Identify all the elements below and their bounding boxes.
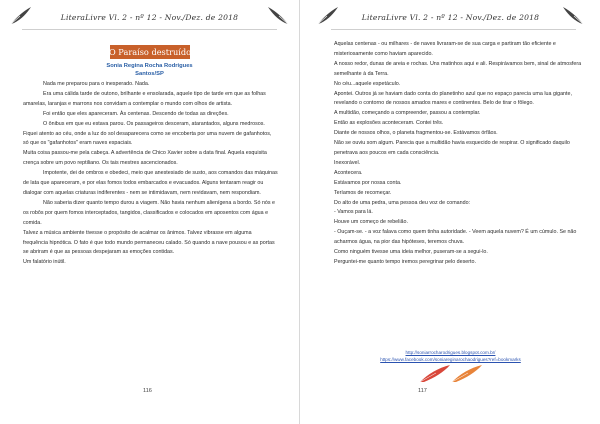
paragraph: Do alto de uma pedra, uma pessoa deu voz de comando: (334, 199, 471, 206)
paragraph: Apontei. Outros já se haviam dado conta do planetinho azul que no espaço parecia uma lua gigante, revelando o contorno de nossos amados mares e continentes. Belo de tirar o fôlego. (334, 90, 572, 107)
paragraph: O ônibus em que eu estava parou. Os passageiros desceram, atarantados, alguns medrosos. (43, 120, 265, 127)
article-author (0, 62, 299, 78)
paragraph: Fiquei atento ao céu, onde a luz do sol desaparecera como se encoberta por uma nuvem de gafanhotos, só que os "gafanhotos" eram naves espaciais. (23, 130, 272, 147)
paragraph: Não se ouviu som algum. Parecia que a multidão havia esquecido de respirar. O significado daquilo penetrava aos poucos em cada consciência. (334, 140, 570, 156)
paragraph: - Ouçam-se. - a voz falava como quem tinha autoridade. - Veem aquela nuvem? É um cúmulo. Se não acharmos água, na pior das hipóteses, teremos chuva. (334, 229, 577, 246)
article-body-right (334, 40, 584, 268)
paragraph: Muita coisa passou-me pela cabeça. A advertência de Chico Xavier sobre a data final. Aquela esquisita crença sobre um povo reptiliano. Os tais mestres ascencionados. (23, 150, 267, 167)
right-page (301, 0, 600, 424)
article-title-box (110, 45, 190, 59)
paragraph: A nosso redor, dunas de areia e rochas. Uns matinhos aqui e ali. Respirávamos bem, sinal de atmosfera semelhante à da Terra. (334, 60, 582, 77)
article-title: O Paraíso destruído (108, 47, 192, 57)
paragraph: - Vamos para lá. (334, 209, 373, 216)
running-header-text: LiteraLivre Vl. 2 - nº 12 - Nov./Dez. de 2018 (361, 12, 540, 22)
paragraph: No céu...aquele espetáculo. (334, 80, 401, 87)
running-header-text: LiteraLivre Vl. 2 - nº 12 - Nov./Dez. de 2018 (60, 12, 239, 22)
paragraph: Estávamos por nossa conta. (334, 179, 402, 186)
paragraph: Nada me preparou para o inesperado. Nada. (43, 81, 150, 87)
header-divider (22, 29, 277, 30)
author-city: Santos/SP (135, 71, 164, 77)
paragraph: A multidão, começando a compreender, passou a contemplar. (334, 110, 481, 117)
page-number: 116 (143, 388, 152, 394)
paragraph: Não saberia dizer quanto tempo durou a viagem. Não havia nenhum alienígena a bordo. Só nós e os robôs por quem fomos interceptados, tangidos, classificados e colocados em aposentos com água e comida. (23, 199, 276, 226)
orange-feathers-icon (416, 362, 486, 384)
paragraph: Teríamos de recomeçar. (334, 189, 392, 196)
author-name: Sonia Regina Rocha Rodrigues (106, 63, 193, 69)
paragraph: Um falatório inútil. (23, 259, 66, 266)
page-number: 117 (418, 388, 427, 394)
quill-feather-icon (265, 4, 291, 26)
paragraph: Inexorável. (334, 159, 361, 166)
paragraph: Diante de nossos olhos, o planeta fragmentou-se. Estávamos órfãos. (334, 130, 498, 137)
facebook-link[interactable]: https://www.facebook.com/soniareginarochaodrigues?ref=bookmarks (380, 356, 521, 362)
quill-feather-icon (560, 4, 586, 26)
paragraph: Acontecera. (334, 169, 363, 176)
paragraph: Perguntei-me quanto tempo iremos peregrinar pelo deserto. (334, 258, 476, 265)
paragraph: Era uma cálida tarde de outono, brilhante e ensolarada, aquele tipo de tarde em que as folhas amarelas, laranjas e marrons nos convidam a contemplar o mundo com olhos de artista. (23, 90, 266, 107)
paragraph: Impotente, dei de ombros e obedeci, meio que anestesiado de susto, aos comandos das máquinas de lata que apareceram, e por elas fomos todos embarcados e evacuados. Alguns tentaram reagir ou dialogar com aquelas criaturas indiferentes - nem se intimidavam, nem revidavam, nem respondiam. (23, 170, 278, 196)
paragraph: Talvez a música ambiente tivesse o propósito de acalmar os ânimos. Talvez vibrasse em alguma frequência hipnótica. O fato é que todo mundo permaneceu calado. Só quando a nave pousou e as portas se abriram é que as pessoas despejaram as emoções contidas. (23, 229, 275, 256)
blog-link[interactable]: http://soniarrocharodrigues.blogspot.com.br/ (405, 350, 496, 355)
header-divider (331, 29, 576, 30)
running-header (0, 8, 299, 26)
paragraph: Como ninguém tivesse uma ideia melhor, puseram-se a segui-lo. (334, 249, 488, 256)
paragraph: Aquelas centenas - ou milhares - de naves livraram-se de sua carga e partiram tão eficiente e misteriosamente como haviam aparecido. (334, 41, 556, 57)
paragraph: Houve um começo de rebelião. (334, 219, 408, 226)
paragraph: Então as explosões aconteceram. Contei três. (334, 120, 444, 127)
paragraph: Foi então que eles apareceram. Às centenas. Descendo de todas as direções. (43, 110, 229, 117)
running-header (301, 8, 600, 26)
article-body-left (23, 80, 278, 268)
